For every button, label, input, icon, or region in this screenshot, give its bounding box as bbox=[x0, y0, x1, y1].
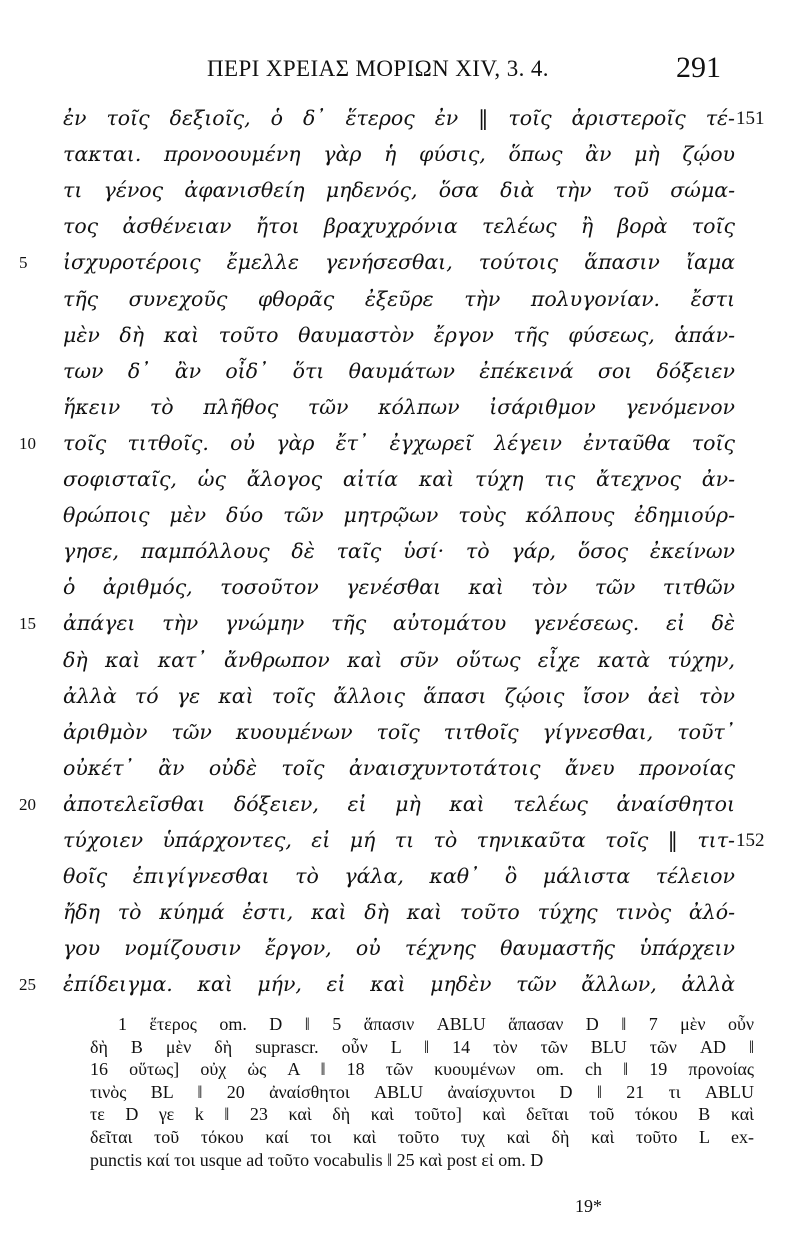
text-line bbox=[0, 642, 800, 678]
apparatus-line: τινὸς BL ‖ 20 ἀναίσθητοι ABLU ἀναίσχυντοι D ‖ 21 τι ABLU bbox=[90, 1081, 754, 1102]
line-text: ἐπίδειγμα. καὶ μήν, εἰ καὶ μηδὲν τῶν ἄλλων, ἀλλὰ bbox=[63, 972, 735, 997]
text-line bbox=[0, 389, 800, 425]
apparatus-line: τε D γε k ‖ 23 καὶ δὴ καὶ τοῦτο] καὶ δεῖται τοῦ τόκου B καὶ bbox=[90, 1104, 754, 1125]
apparatus-line: δεῖται τοῦ τόκου καί τοι καὶ τοῦτο τυχ καὶ δὴ καὶ τοῦτο L ex- bbox=[90, 1126, 754, 1147]
text-line bbox=[0, 605, 800, 641]
text-line bbox=[0, 100, 800, 136]
line-number: 20 bbox=[19, 794, 36, 814]
text-line bbox=[0, 750, 800, 786]
line-text: τῆς συνεχοῦς φθορᾶς ἐξεῦρε τὴν πολυγονίαν. ἔστι bbox=[63, 286, 735, 311]
page-header bbox=[0, 48, 800, 88]
line-text: τος ἀσθένειαν ἤτοι βραχυχρόνια τελέως ἢ βορὰ τοῖς bbox=[63, 214, 735, 239]
text-line bbox=[0, 714, 800, 750]
text-line bbox=[0, 425, 800, 461]
line-text: τοῖς τιτθοῖς. οὐ γὰρ ἔτ᾽ ἐγχωρεῖ λέγειν ἐνταῦθα τοῖς bbox=[63, 430, 735, 455]
margin-reference: 152 bbox=[736, 830, 765, 851]
page-number: 291 bbox=[676, 51, 721, 84]
line-number: 15 bbox=[19, 614, 36, 634]
line-number: 5 bbox=[19, 253, 28, 273]
line-text: γησε, παμπόλλους δὲ ταῖς ὑσί· τὸ γάρ, ὅσος ἐκείνων bbox=[63, 539, 735, 564]
text-line bbox=[0, 533, 800, 569]
text-line bbox=[0, 244, 800, 280]
text-line bbox=[0, 569, 800, 605]
line-text: μὲν δὴ καὶ τοῦτο θαυμαστὸν ἔργον τῆς φύσεως, ἁπάν- bbox=[63, 322, 735, 347]
line-text: ἀποτελεῖσθαι δόξειεν, εἰ μὴ καὶ τελέως ἀναίσθητοι bbox=[63, 791, 735, 816]
line-text: ὁ ἀριθμός, τοσοῦτον γενέσθαι καὶ τὸν τῶν τιτθῶν bbox=[63, 575, 735, 600]
text-line bbox=[0, 822, 800, 858]
line-text: ἀλλὰ τό γε καὶ τοῖς ἄλλοις ἅπασι ζῴοις ἴσον ἀεὶ τὸν bbox=[63, 683, 735, 708]
text-line bbox=[0, 208, 800, 244]
text-line bbox=[0, 172, 800, 208]
line-text: τύχοιεν ὑπάρχοντες, εἰ μή τι τὸ τηνικαῦτα τοῖς ‖ τιτ- bbox=[63, 828, 735, 852]
line-text: τακται. προνοουμένη γὰρ ἡ φύσις, ὅπως ἂν μὴ ζῴου bbox=[63, 142, 735, 167]
line-text: θοῖς ἐπιγίγνεσθαι τὸ γάλα, καθ᾽ ὃ μάλιστα τέλειον bbox=[63, 864, 735, 889]
text-line bbox=[0, 858, 800, 894]
text-line bbox=[0, 317, 800, 353]
line-number: 25 bbox=[19, 975, 36, 995]
apparatus-line: δὴ B μὲν δὴ suprascr. οὖν L ‖ 14 τὸν τῶν BLU τῶν AD ‖ bbox=[90, 1036, 754, 1057]
line-text: σοφισταῖς, ὡς ἄλογος αἰτία καὶ τύχη τις ἄτεχνος ἀν- bbox=[63, 467, 735, 491]
line-text: θρώποις μὲν δύο τῶν μητρῷων τοὺς κόλπους ἐδημιούρ- bbox=[63, 503, 735, 528]
line-text: ἰσχυροτέροις ἔμελλε γενήσεσθαι, τούτοις ἅπασιν ἴαμα bbox=[63, 250, 735, 275]
line-text: γου νομίζουσιν ἔργον, οὐ τέχνης θαυμαστῆς ὑπάρχειν bbox=[63, 936, 735, 961]
apparatus-line: 16 οὕτως] οὐχ ὡς A ‖ 18 τῶν κυουμένων om. ch ‖ 19 προνοίας bbox=[90, 1059, 754, 1080]
apparatus-line: 1 ἕτερος om. D ‖ 5 ἅπασιν ABLU ἅπασαν D ‖ 7 μὲν οὖν bbox=[118, 1014, 754, 1034]
text-line bbox=[0, 966, 800, 1002]
line-text: ἥκειν τὸ πλῆθος τῶν κόλπων ἰσάριθμον γενόμενον bbox=[63, 394, 735, 419]
text-line bbox=[0, 497, 800, 533]
line-text: τι γένος ἀφανισθείη μηδενός, ὅσα διὰ τὴν τοῦ σώμα- bbox=[63, 178, 735, 203]
text-line bbox=[0, 281, 800, 317]
text-line bbox=[0, 786, 800, 822]
line-text: ἀπάγει τὴν γνώμην τῆς αὐτομάτου γενέσεως. εἰ δὲ bbox=[63, 611, 735, 636]
line-text: ἐν τοῖς δεξιοῖς, ὁ δ᾽ ἕτερος ἐν ‖ τοῖς ἀριστεροῖς τέ- bbox=[63, 106, 735, 130]
line-text: των δ᾽ ἂν οἶδ᾽ ὅτι θαυμάτων ἐπέκεινά σοι δόξειεν bbox=[63, 358, 735, 383]
text-line bbox=[0, 894, 800, 930]
margin-reference: 151 bbox=[736, 108, 765, 129]
line-number: 10 bbox=[19, 433, 36, 453]
text-line bbox=[0, 136, 800, 172]
text-line bbox=[0, 678, 800, 714]
text-line bbox=[0, 353, 800, 389]
line-text: οὐκέτ᾽ ἂν οὐδὲ τοῖς ἀναισχυντοτάτοις ἄνευ προνοίας bbox=[63, 755, 735, 780]
line-text: ἤδη τὸ κύημά ἐστι, καὶ δὴ καὶ τοῦτο τύχης τινὸς ἀλό- bbox=[63, 900, 735, 925]
running-head: ΠΕΡΙ ΧΡΕΙΑΣ ΜΟΡΙΩΝ XIV, 3. 4. bbox=[207, 56, 549, 81]
line-text: δὴ καὶ κατ᾽ ἄνθρωπον καὶ σῦν οὕτως εἶχε κατὰ τύχην, bbox=[63, 647, 735, 672]
text-line bbox=[0, 461, 800, 497]
apparatus-line: punctis καί τοι usque ad τοῦτο vocabulis ‖ 25 καὶ post εἰ om. D bbox=[90, 1149, 544, 1170]
signature-mark: 19* bbox=[575, 1196, 602, 1216]
line-text: ἀριθμὸν τῶν κυουμένων τοῖς τιτθοῖς γίγνεσθαι, τοῦτ᾽ bbox=[63, 719, 735, 744]
text-line bbox=[0, 930, 800, 966]
critical-apparatus bbox=[90, 1013, 754, 1171]
